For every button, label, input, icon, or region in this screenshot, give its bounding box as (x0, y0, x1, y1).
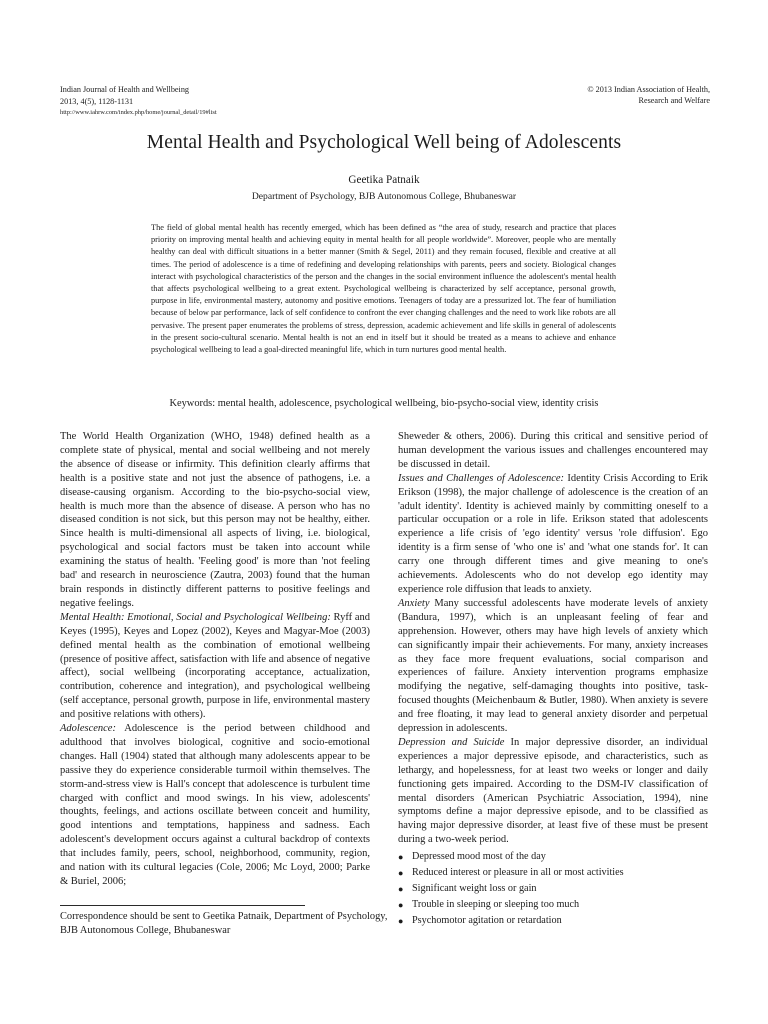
copyright-line-1: © 2013 Indian Association of Health, (587, 85, 710, 94)
section-heading: Adolescence: (60, 723, 116, 735)
section-heading: Mental Health: Emotional, Social and Psychological Wellbeing: (60, 611, 331, 623)
left-column (60, 430, 370, 889)
author-affiliation: Department of Psychology, BJB Autonomous College, Bhubaneswar (251, 191, 517, 202)
section-heading: Anxiety (398, 597, 430, 609)
list-item: ● Psychomotor agitation or retardation (398, 913, 708, 929)
copyright-notice (587, 84, 710, 106)
section-heading: Depression and Suicide (398, 736, 505, 748)
symptom-list (398, 849, 708, 929)
section-body: In major depressive disorder, an individual experiences a major depressive episode, and characteristics, such as lethargy, and hopelessness, for at least two weeks or longer and daily functioning gets impaired. According to the DSM-IV classification of mental disorders (American Psychiatric Association, 1994), nine symptoms define a major depressive episode, and to be classified as having major depressive disorder, at least five of these must be present during a two-week period. (398, 736, 708, 846)
journal-header (60, 84, 217, 119)
list-item: ● Significant weight loss or gain (398, 881, 708, 897)
paragraph-mental-health (60, 611, 370, 722)
copyright-line-2: Research and Welfare (638, 96, 710, 105)
journal-name: Indian Journal of Health and Wellbeing (60, 85, 190, 94)
correspondence-note: Correspondence should be sent to Geetika Patnaik, Department of Psychology, BJB Autonomous College, Bhubaneswar (60, 911, 388, 936)
paragraph-continuation: Sheweder & others, 2006). During this critical and sensitive period of human development the various issues and challenges encountered may be discussed in detail. (398, 431, 708, 470)
right-column (398, 430, 708, 929)
list-item: ● Trouble in sleeping or sleeping too much (398, 897, 708, 913)
abstract: The field of global mental health has recently emerged, which has been defined as “the area of study, research and practice that places priority on improving mental health and achieving equity in mental health for all people worldwide”. Moreover, people who are mentally healthy can deal with difficult situations in a better manner (Smith & Segel, 2011) and they remain focused, flexible and creative at all times. The period of adolescence is a time of redefining and developing relationships with parents, peers and society. Biological changes interact with psychological characteristics of the person and the changes in the social environment influence the adolescent's mental health that affects psychological wellbeing to a great extent. Psychological wellbeing is characterized by self acceptance, personal growth, purpose in life, environmental mastery, autonomy and positive emotions. Teenagers of today are a pressurized lot. The fear of humiliation because of below par performance, lack of self confidence to confront the ever changing challenges and the need to work like robots are all pervasive. The present paper enumerates the problems of stress, depression, academic achievement and life skills in general of adolescents in the present socio-cultural scenario. Mental health is not an end in itself but it should be treated as a means to achieve and enhance psychological wellbeing to lead a goal-directed meaningful life, which in turn nurtures good mental health. (151, 223, 616, 355)
paragraph-who-definition: The World Health Organization (WHO, 1948) defined health as a complete state of physical, mental and social wellbeing and not merely the absence of disease or infirmity. This definition clearly affirms that health is a positive state and not just the absence of pathogens, i.e. a disease-causing organism. According to the bio-psycho-social view, health is much more than the absence of disease. A person who has no diseased condition is not sick, but this person may not be healthy, either. Since health is multi-dimensional all aspects of living, i.e. biological, psychological and social factors must be taken into account while examining the status of health. 'Feeling good' is more than 'not feeling bad' and research in neuroscience (Zautra, 2003) found that the human brain responds in distinctly different patterns to positive feelings and negative feelings. (60, 431, 370, 609)
list-item: ● Reduced interest or pleasure in all or most activities (398, 865, 708, 881)
paragraph-adolescence (60, 722, 370, 889)
footnote-divider (60, 905, 305, 906)
section-body: Adolescence is the period between childhood and adulthood that involves biological, cognitive and socio-emotional changes. Hall (1904) stated that although many adolescents appear to be passive they do experience considerable turmoil within themselves. The storm-and-stress view is Hall's concept that adolescence is turbulent time charged with conflict and mood swings. In his view, adolescents' thoughts, feelings, and actions oscillate between conceit and humility, good intentions and temptations, happiness and sadness. Each adolescent's development occurs against a cultural backdrop of contexts that includes family, peers, school, neighborhood, community, region, and nation with its cultural legacies (Cole, 2006; Mc Loyd, 2000; Parke & Buriel, 2006; (60, 723, 370, 887)
paragraph-identity-crisis (398, 472, 708, 597)
list-item: ● Depressed mood most of the day (398, 849, 708, 865)
paragraph-anxiety (398, 597, 708, 736)
section-body: Many successful adolescents have moderate levels of anxiety (Bandura, 1997), which is an unpleasant feeling of fear and apprehension. However, others may have high levels of anxiety which can significantly impair their achievements. For many, anxiety increases as they face more frequent evaluations, social comparison and experiences of failure. Anxiety intervention programs emphasize modifying the negative, self-damaging thoughts into positive, task-focused thoughts (Meichenbaum & Butler, 1980). When anxiety is severe and free floating, it may lead to general anxiety disorder and perpetual depression in adolescents. (398, 597, 708, 735)
paper-title: Mental Health and Psychological Well being of Adolescents (146, 132, 622, 153)
section-body: Identity Crisis According to Erik Erikson (1998), the major challenge of adolescence is the creation of an 'adult identity'. Identity is achieved mainly by committing oneself to a particular occupation or a role in life. Erikson stated that adolescents experience a life crisis of 'ego identity' versus 'role diffusion'. Ego identity is a firm sense of 'who one is' and 'what one stands for'. It can carry one through different times and give meaning to one's achievements. Adolescents who do not develop ego identity may experience role diffusion that leads to anxiety. (398, 472, 708, 595)
author-name: Geetika Patnaik (348, 174, 420, 186)
section-body: Ryff and Keyes (1995), Keyes and Lopez (2002), Keyes and Magyar-Moe (2003) defined mental health as the combination of emotional wellbeing (presence of positive affect, satisfaction with life and absence of negative affect), social wellbeing (incorporating acceptance, actualization, contribution, coherence and integration), and psychological wellbeing (self acceptance, personal growth, purpose in life, environmental mastery and positive relations with others). (60, 611, 370, 721)
journal-url[interactable]: http://www.iahrw.com/index.php/home/journal_detail/19#list (60, 109, 217, 116)
journal-volume: 2013, 4(5), 1128-1131 (60, 96, 134, 106)
keywords: Keywords: mental health, adolescence, psychological wellbeing, bio-psycho-social view, identity crisis (169, 398, 599, 409)
section-heading: Issues and Challenges of Adolescence: (398, 472, 565, 484)
paragraph-depression (398, 736, 708, 847)
